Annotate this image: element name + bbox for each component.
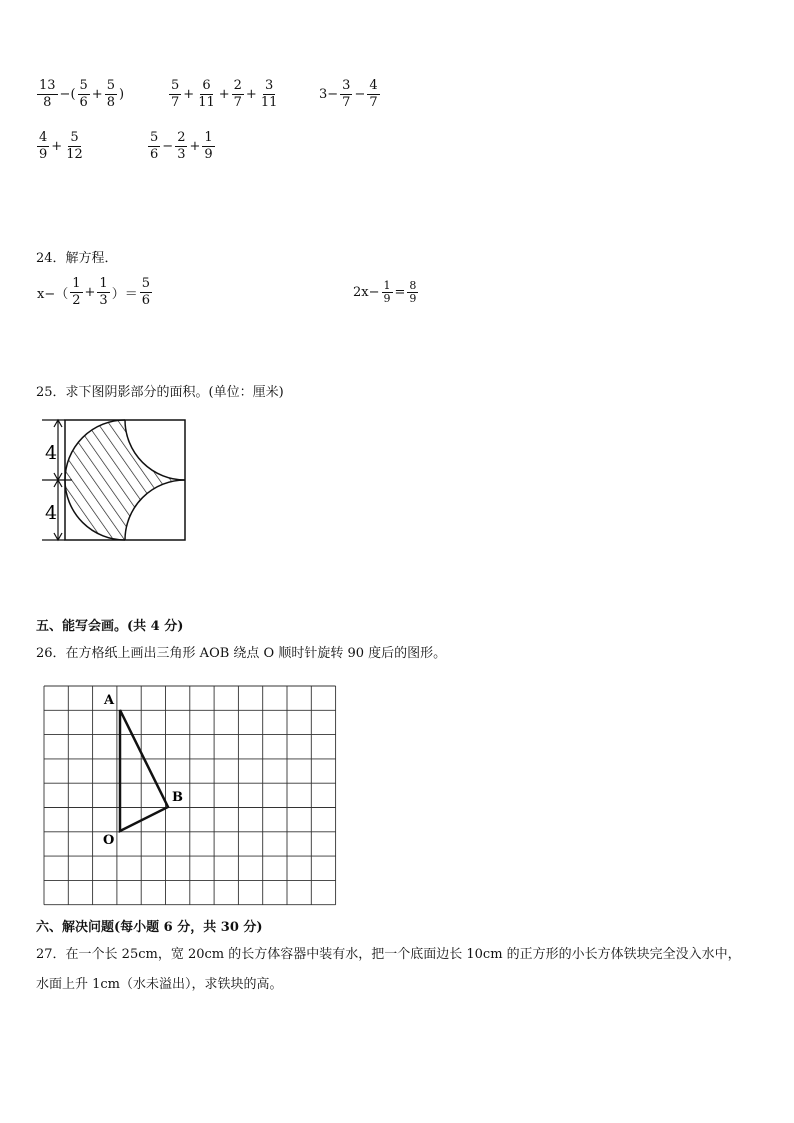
operator: 2x− xyxy=(353,285,380,300)
fraction: $\frac{8}{9}$ xyxy=(409,279,417,305)
fraction: $\frac{13}{8}$ xyxy=(39,78,56,110)
question-27-line-2: 水面上升 1cm（水未溢出），求铁块的高。 xyxy=(36,977,283,992)
expression-2 xyxy=(168,78,280,111)
fraction: $\frac{1}{3}$ xyxy=(99,276,108,308)
fraction: $\frac{3}{7}$ xyxy=(342,78,351,110)
question-25-title: 25．求下图阴影部分的面积。(单位：厘米) xyxy=(36,385,284,400)
fraction: $\frac{5}{6}$ xyxy=(150,130,159,162)
section-5-title: 五、能写会画。(共 4 分) xyxy=(36,619,184,634)
dimension-label-top: 4 xyxy=(45,442,58,464)
question-27-line-1: 27．在一个长 25cm，宽 20cm 的长方体容器中装有水，把一个底面边长 10cm 的正方形的小长方体铁块完全没入水中， xyxy=(36,947,741,962)
operator: + xyxy=(51,139,63,154)
fraction: $\frac{2}{7}$ xyxy=(233,78,242,110)
expression-1 xyxy=(36,78,125,111)
operator: − xyxy=(162,139,174,154)
operator: + xyxy=(189,139,201,154)
shaded-area-figure xyxy=(36,414,191,546)
fraction: $\frac{2}{3}$ xyxy=(177,130,186,162)
dimension-label-bottom: 4 xyxy=(45,502,58,524)
operator: ）＝ xyxy=(111,287,138,302)
operator: + xyxy=(218,87,230,102)
operator: − xyxy=(354,87,366,102)
operator: + xyxy=(245,87,257,102)
equation-1 xyxy=(36,276,153,309)
point-label-a: A xyxy=(104,693,115,708)
operator: = xyxy=(394,285,406,300)
operator: 3− xyxy=(319,87,339,102)
operator: x−（ xyxy=(37,287,69,302)
operator: + xyxy=(84,285,96,300)
equation-2 xyxy=(352,280,419,305)
fraction: $\frac{1}{2}$ xyxy=(72,276,81,308)
fraction: $\frac{5}{7}$ xyxy=(171,78,180,110)
fraction: $\frac{3}{11}$ xyxy=(260,78,278,110)
fraction: $\frac{4}{7}$ xyxy=(369,78,378,110)
fraction: $\frac{5}{6}$ xyxy=(141,276,150,308)
operator: + xyxy=(183,87,195,102)
fraction: $\frac{4}{9}$ xyxy=(39,130,48,162)
operator: + xyxy=(91,87,103,102)
fraction: $\frac{5}{12}$ xyxy=(66,130,83,162)
section-6-title: 六、解决问题(每小题 6 分，共 30 分) xyxy=(36,920,263,935)
operator: −( xyxy=(59,87,76,102)
operator: ) xyxy=(118,87,125,102)
fraction: $\frac{1}{9}$ xyxy=(204,130,213,162)
question-24-title: 24．解方程． xyxy=(36,251,118,266)
point-label-b: B xyxy=(172,790,183,805)
triangle-aob xyxy=(120,710,168,831)
fraction: $\frac{5}{6}$ xyxy=(79,78,88,110)
fraction: $\frac{5}{8}$ xyxy=(106,78,115,110)
expression-5 xyxy=(147,130,216,163)
fraction: $\frac{6}{11}$ xyxy=(198,78,215,110)
question-26-title: 26．在方格纸上画出三角形 AOB 绕点 O 顺时针旋转 90 度后的图形。 xyxy=(36,646,447,661)
fraction: $\frac{1}{9}$ xyxy=(383,279,391,305)
expression-3 xyxy=(318,78,381,111)
point-label-o: O xyxy=(103,833,115,848)
grid-paper xyxy=(40,684,342,906)
expression-4 xyxy=(36,130,86,163)
